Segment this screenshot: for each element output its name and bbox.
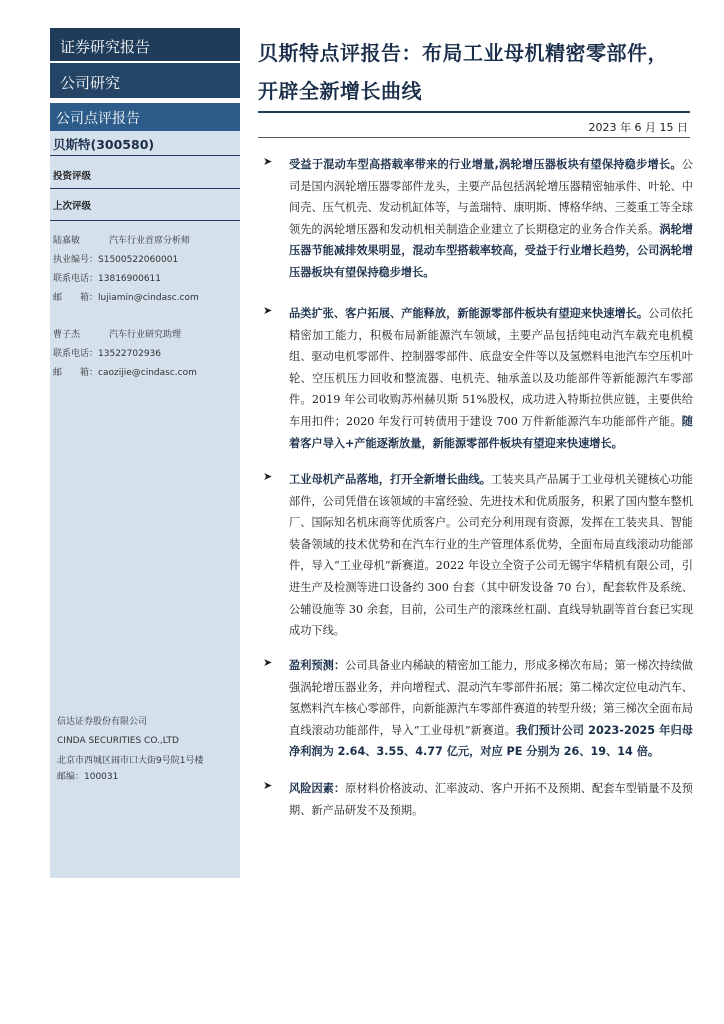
bullet-arrow-icon: ➤ bbox=[263, 155, 273, 168]
analyst-2-title: 汽车行业研究助理 bbox=[109, 330, 182, 340]
analyst-1-title: 汽车行业首席分析师 bbox=[109, 236, 191, 246]
bullet-text: 受益于混动车型高搭载率带来的行业增量,涡轮增压器板块有望保持稳步增长。公司是国内涡轮增压器零部件龙头，主要产品包括涡轮增压器精密轴承件、叶轮、中间壳、压气机壳、发动机缸体等，与盖瑞特、康明斯、博格华纳、三菱重工等全球领先的涡轮增压器和发动机相关制造企业建立了长期稳定的业务合作关系。涡轮增压器节能减排效果明显，混动车型搭载率较高，受益于行业增长趋势，公司涡轮增压器板块有望保持稳步增长。 bbox=[289, 158, 693, 279]
bullet-forecast bbox=[263, 655, 693, 763]
report-category: 证券研究报告 bbox=[50, 28, 240, 61]
analyst-2-phone: 联系电话：13522702936 bbox=[53, 349, 162, 359]
bullet-risk bbox=[263, 778, 693, 821]
bullet-arrow-icon: ➤ bbox=[263, 304, 273, 317]
company-ticker: 贝斯特(300580) bbox=[53, 137, 155, 152]
divider bbox=[50, 155, 240, 156]
report-type: 公司点评报告 bbox=[50, 103, 240, 131]
date-divider bbox=[258, 137, 690, 138]
firm-address: 北京市西城区闹市口大街9号院1号楼 bbox=[57, 756, 204, 766]
analyst-1-phone-no: 13816900611 bbox=[98, 274, 162, 284]
analyst-1-email-row: 邮 箱：lujiamin@cindasc.com bbox=[53, 293, 199, 303]
analyst-2-phone-no: 13522702936 bbox=[98, 349, 162, 359]
analyst-2 bbox=[53, 327, 181, 340]
analyst-2-name: 曹子杰 bbox=[53, 330, 81, 340]
analyst-1-cert-no: S1500522060001 bbox=[98, 255, 179, 265]
bullet-text: 盈利预测：公司具备业内稀缺的精密加工能力，形成多梯次布局；第一梯次持续做强涡轮增压器业务，并向增程式、混动汽车零部件拓展；第二梯次定位电动汽车、氢燃料汽车核心零部件，向新能源汽车零部件赛道的转型升级；第三梯次全面布局直线滚动功能部件，导入“工业母机”新赛道。我们预计公司 2023-2025 年归母净利润为 2.64、3.55、4.77 亿元，对应 PE 分别为 26、19、14 倍。 bbox=[289, 659, 693, 759]
bullet-arrow-icon: ➤ bbox=[263, 470, 273, 483]
analyst-2-email-row: 邮 箱：caozijie@cindasc.com bbox=[53, 368, 197, 378]
bullet-text: 品类扩张、客户拓展、产能释放，新能源零部件板块有望迎来快速增长。公司依托精密加工能力，积极布局新能源汽车领域，主要产品包括纯电动汽车载充电机模组、驱动电机零部件、控制器零部件、底盘安全件等以及氢燃料电池汽车空压机叶轮、空压机压力回收和整流器、电机壳、轴承盖以及功能部件等新能源汽车零部件。2019 年公司收购苏州赫贝斯 51%股权，成功进入特斯拉供应链，主要供给车用扣件；2020 年发行可转债用于建设 700 万件新能源汽车功能部件产能。随着客户导入+产能逐渐放量，新能源零部件板块有望迎来快速增长。 bbox=[289, 307, 693, 450]
title-divider bbox=[258, 111, 690, 113]
report-date: 2023 年 6 月 15 日 bbox=[588, 121, 688, 134]
bullet-turbo bbox=[263, 154, 693, 284]
firm-postcode: 邮编：100031 bbox=[57, 772, 119, 782]
divider bbox=[50, 188, 240, 189]
bullet-machine-tool bbox=[263, 469, 693, 642]
analyst-1 bbox=[53, 233, 190, 246]
firm-name-en: CINDA SECURITIES CO.,LTD bbox=[57, 736, 179, 746]
prev-rating-label: 上次评级 bbox=[53, 201, 92, 212]
bullet-new-energy bbox=[263, 303, 693, 454]
bullet-text: 工业母机产品落地，打开全新增长曲线。工装夹具产品属于工业母机关键核心功能部件，公司凭借在该领域的丰富经验、先进技术和优质服务，积累了国内整车整机厂、国际知名机床商等优质客户。公司充分利用现有资源，发挥在工装夹具、智能装备领域的技术优势和在汽车行业的生产管理体系优势，全面布局直线滚动功能部件，导入“工业母机”新赛道。2022 年设立全资子公司无锡宇华精机有限公司，引进生产及检测等进口设备约 300 台套（其中研发设备 70 台），配套软件及系统、公辅设施等 30 余套，目前，公司生产的滚珠丝杠副、直线导轨副等首台套已实现成功下线。 bbox=[289, 473, 693, 638]
analyst-1-email[interactable]: lujiamin@cindasc.com bbox=[98, 293, 199, 303]
bullet-arrow-icon: ➤ bbox=[263, 656, 273, 669]
bullet-arrow-icon: ➤ bbox=[263, 779, 273, 792]
report-subcategory: 公司研究 bbox=[50, 63, 240, 98]
firm-name-cn: 信达证券股份有限公司 bbox=[57, 717, 148, 727]
bullet-text: 风险因素：原材料价格波动、汇率波动、客户开拓不及预期、配套车型销量不及预期、新产品研发不及预期。 bbox=[289, 782, 693, 817]
analyst-1-name: 陆嘉敏 bbox=[53, 236, 81, 246]
page-title: 贝斯特点评报告：布局工业母机精密零部件，开辟全新增长曲线 bbox=[258, 41, 668, 103]
divider bbox=[50, 220, 240, 221]
analyst-1-phone: 联系电话：13816900611 bbox=[53, 274, 162, 284]
rating-label: 投资评级 bbox=[53, 171, 92, 182]
analyst-1-cert: 执业编号：S1500522060001 bbox=[53, 255, 179, 265]
analyst-2-email[interactable]: caozijie@cindasc.com bbox=[98, 368, 197, 378]
